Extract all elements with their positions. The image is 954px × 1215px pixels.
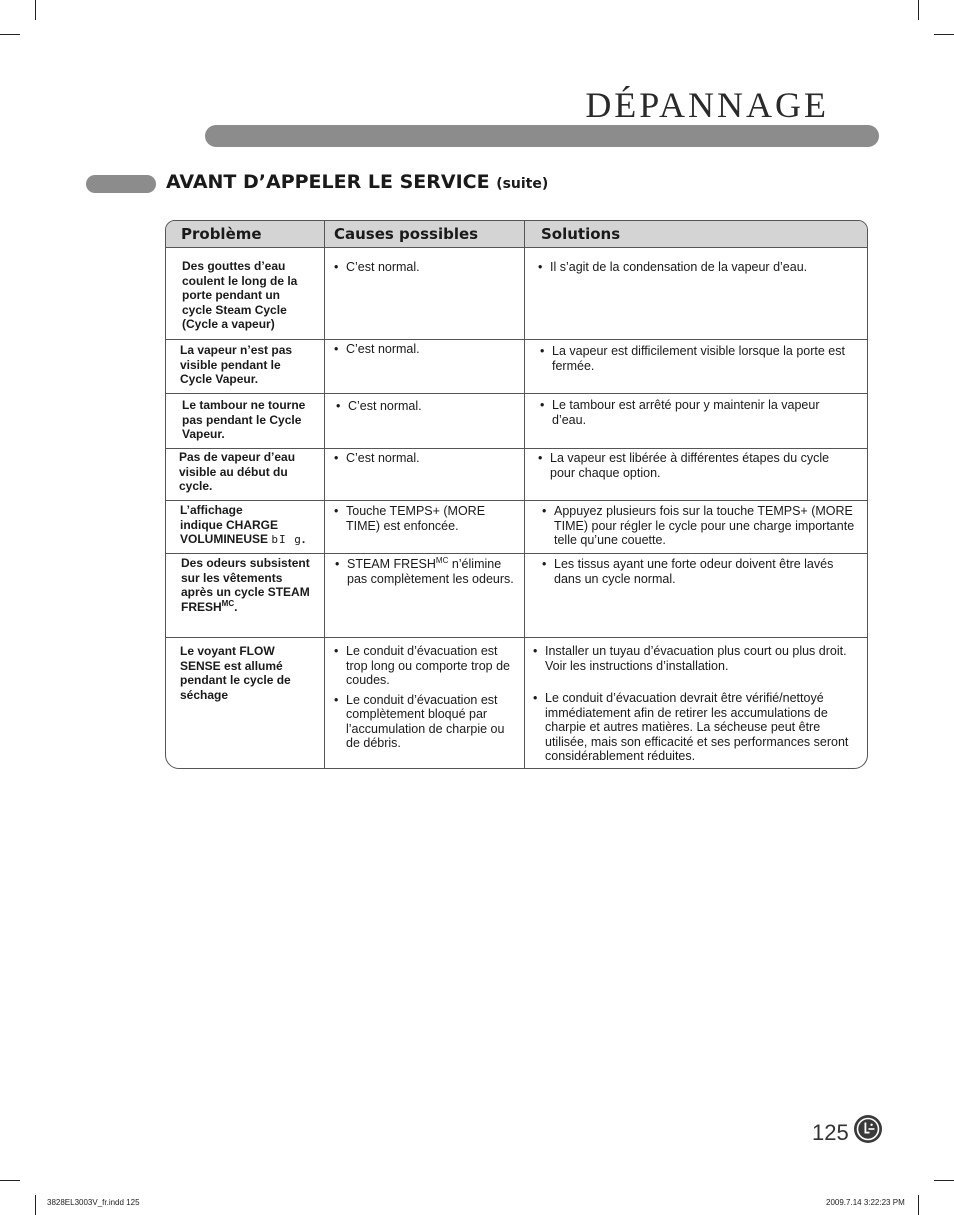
crop-mark xyxy=(934,34,954,35)
problem-cell: Pas de vapeur d’eau visible au début du cycle. xyxy=(179,450,296,493)
cause-item: • C’est normal. xyxy=(334,451,514,466)
cause-item: • C’est normal. xyxy=(336,399,516,414)
cause-text: n’élimine pas complètement les odeurs. xyxy=(347,557,514,586)
solution-item: • Il s’agit de la condensation de la vapeur d’eau. xyxy=(538,260,853,275)
problem-text-line: L’affichage xyxy=(180,503,243,517)
header-causes: Causes possibles xyxy=(334,225,479,243)
problem-cell: Des gouttes d’eau coulent le long de la porte pendant un cycle Steam Cycle (Cycle a vapeur) xyxy=(182,259,298,331)
section-title: AVANT D’APPELER LE SERVICE xyxy=(166,171,490,193)
cause-cell xyxy=(334,504,514,533)
cause-item xyxy=(335,557,515,586)
cause-item: • C’est normal. xyxy=(334,260,514,275)
row-divider xyxy=(166,393,867,394)
solution-item: • La vapeur est libérée à différentes étapes du cycle pour chaque option. xyxy=(538,451,853,480)
section-pill xyxy=(86,175,156,193)
display-readout: bI g xyxy=(271,533,302,546)
problem-text: . xyxy=(234,599,238,614)
page-number: 125 xyxy=(812,1120,849,1145)
solution-item: • Le conduit d’évacuation devrait être vérifié/nettoyé immédiatement afin de retirer les accumulations de charpie et autres matières. La sécheuse peut être utilisée, mais son efficacité et ses performances seront considérablement réduites. xyxy=(533,691,858,764)
problem-cell xyxy=(180,503,310,548)
header-problem: Problème xyxy=(181,225,262,243)
section-suffix: (suite) xyxy=(496,176,549,192)
solution-item: • Les tissus ayant une forte odeur doivent être lavés dans un cycle normal. xyxy=(542,557,857,586)
solution-item: • La vapeur est difficilement visible lorsque la porte est fermée. xyxy=(540,344,855,373)
row-divider xyxy=(166,553,867,554)
problem-text-line xyxy=(180,532,310,548)
cause-cell xyxy=(335,557,515,586)
row-divider xyxy=(166,637,867,638)
cause-cell xyxy=(336,399,516,414)
cause-cell xyxy=(334,342,514,357)
row-divider xyxy=(166,500,867,501)
crop-mark xyxy=(918,1195,919,1215)
problem-cell: Le voyant FLOW SENSE est allumé pendant le cycle de séchage xyxy=(180,644,291,702)
table-header xyxy=(166,221,867,248)
problem-cell xyxy=(181,556,311,614)
solution-cell xyxy=(540,344,855,373)
troubleshooting-table xyxy=(165,220,868,769)
crop-mark xyxy=(0,34,20,35)
solution-cell xyxy=(542,557,857,586)
cause-item: • C’est normal. xyxy=(334,342,514,357)
problem-text-line: indique CHARGE xyxy=(180,517,278,532)
trademark-sup: MC xyxy=(435,555,449,565)
solution-cell xyxy=(538,260,853,275)
problem-text: . xyxy=(301,532,306,546)
page-title: DÉPANNAGE xyxy=(585,85,829,125)
crop-mark xyxy=(918,0,919,20)
cause-item: • Le conduit d’évacuation est trop long ou comporte trop de coudes. xyxy=(334,644,514,688)
cause-item: • Le conduit d’évacuation est complètement bloqué par l’accumulation de charpie ou de débris. xyxy=(334,693,514,751)
problem-text: Des odeurs subsistent sur les vêtements après un cycle STEAM FRESH xyxy=(181,556,310,614)
crop-mark xyxy=(0,1180,20,1181)
footer-timestamp: 2009.7.14 3:22:23 PM xyxy=(826,1198,905,1207)
lg-logo-icon xyxy=(853,1114,883,1144)
crop-mark xyxy=(934,1180,954,1181)
solution-item: • Installer un tuyau d’évacuation plus court ou plus droit. Voir les instructions d’installation. xyxy=(533,644,858,673)
cause-cell xyxy=(334,644,514,751)
header-solutions: Solutions xyxy=(541,225,621,243)
problem-cell: La vapeur n’est pas visible pendant le Cycle Vapeur. xyxy=(180,343,293,386)
solution-item: • Appuyez plusieurs fois sur la touche TEMPS+ (MORE TIME) pour régler le cycle pour une charge importante telle qu’une couette. xyxy=(542,504,857,548)
cause-cell xyxy=(334,260,514,275)
row-divider xyxy=(166,339,867,340)
section-heading xyxy=(166,171,548,193)
row-divider xyxy=(166,448,867,449)
logo-text: LG xyxy=(868,1143,870,1144)
problem-text: VOLUMINEUSE xyxy=(180,532,269,546)
title-bar xyxy=(205,125,879,147)
solution-cell xyxy=(542,504,857,548)
crop-mark xyxy=(35,0,36,20)
cause-item: • Touche TEMPS+ (MORE TIME) est enfoncée. xyxy=(334,504,514,533)
trademark-sup: MC xyxy=(221,598,235,608)
cause-cell xyxy=(334,451,514,466)
solution-item: • Le tambour est arrêté pour y maintenir la vapeur d’eau. xyxy=(540,398,855,427)
solution-cell xyxy=(540,398,855,427)
cause-text: STEAM FRESH xyxy=(347,557,436,571)
column-divider xyxy=(524,221,525,768)
crop-mark xyxy=(35,1195,36,1215)
column-divider xyxy=(324,221,325,768)
solution-cell xyxy=(538,451,853,480)
footer-file: 3828EL3003V_fr.indd 125 xyxy=(47,1198,140,1207)
problem-cell: Le tambour ne tourne pas pendant le Cycle Vapeur. xyxy=(182,398,306,441)
solution-cell xyxy=(533,644,858,764)
